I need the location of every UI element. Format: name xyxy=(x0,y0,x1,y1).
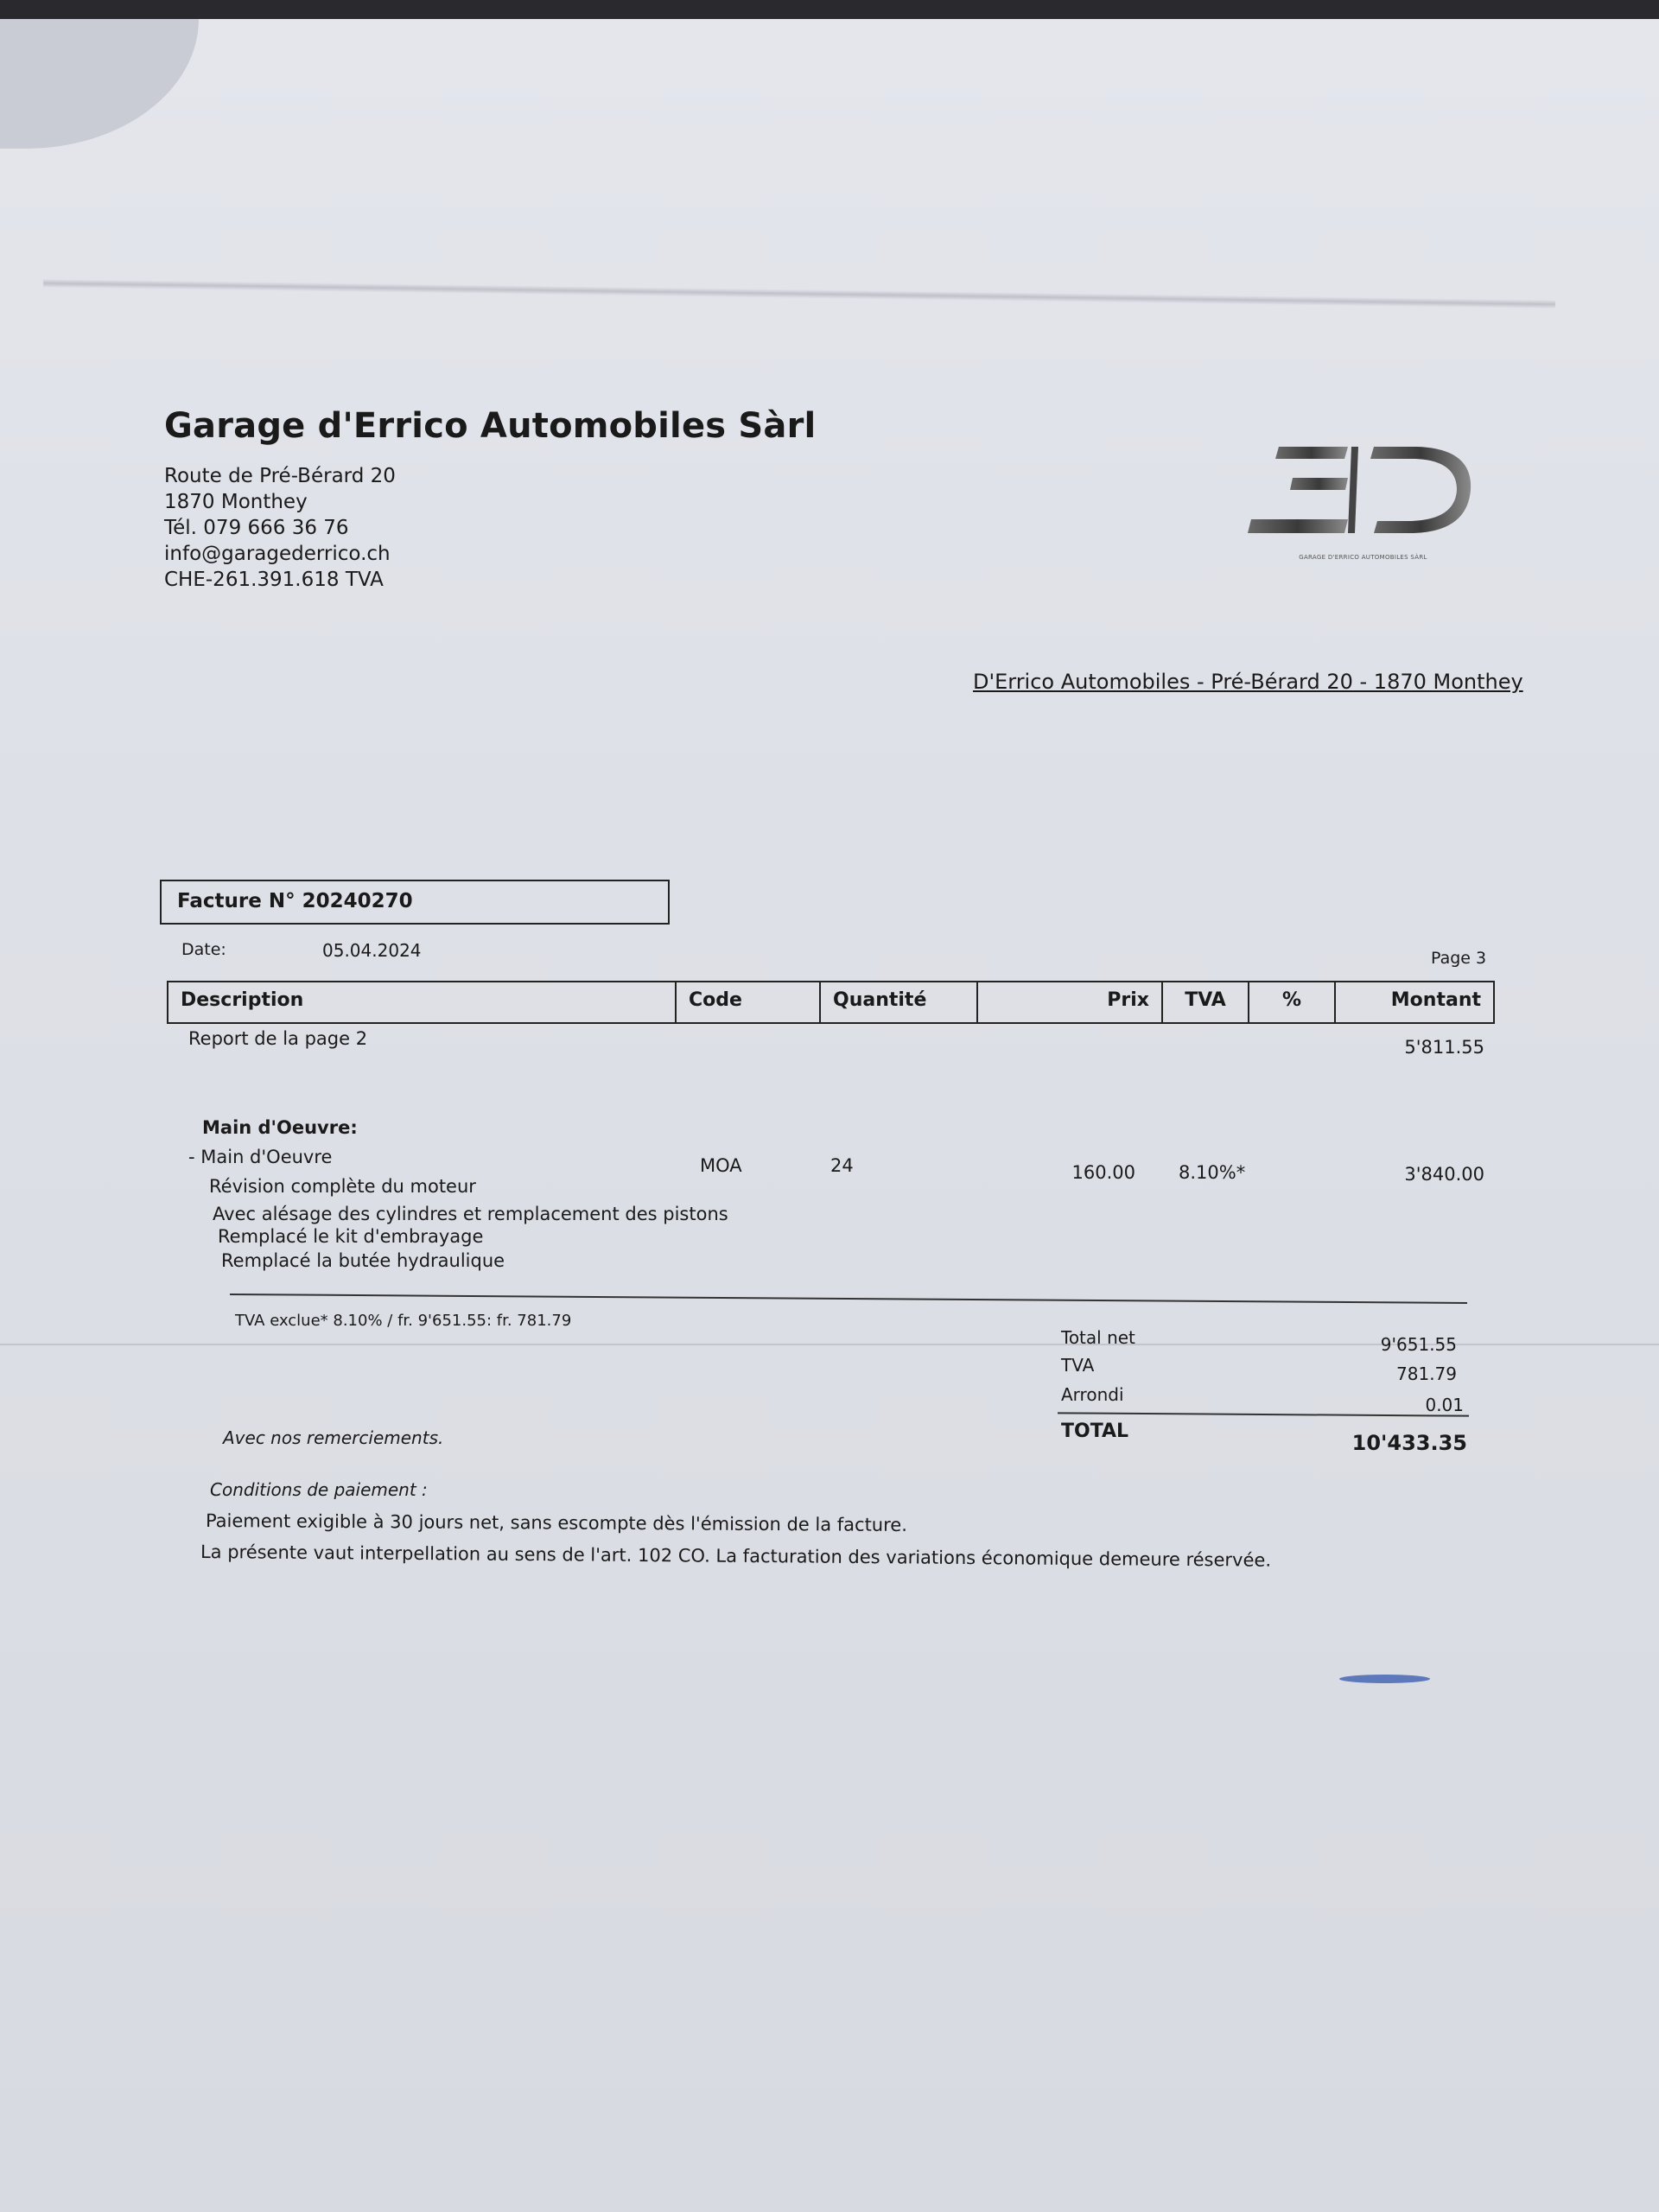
total-label: TOTAL xyxy=(1061,1421,1129,1442)
total-value: 10'433.35 xyxy=(1351,1431,1467,1455)
item-detail: Avec alésage des cylindres et remplacement des pistons xyxy=(213,1204,728,1224)
invoice-paper xyxy=(0,19,1659,2212)
col-amount: Montant xyxy=(1390,989,1481,1011)
pen-mark xyxy=(1339,1675,1430,1683)
page-number: Page 3 xyxy=(1431,949,1487,968)
col-quantity: Quantité xyxy=(821,982,978,1022)
company-phone: Tél. 079 666 36 76 xyxy=(164,517,349,539)
carry-amount: 5'811.55 xyxy=(1404,1037,1484,1058)
item-price: 160.00 xyxy=(1071,1162,1135,1183)
item-quantity: 24 xyxy=(830,1155,854,1176)
col-price: Prix xyxy=(978,982,1163,1022)
company-email: info@garagederrico.ch xyxy=(164,543,391,565)
item-amount: 3'840.00 xyxy=(1404,1164,1484,1185)
tva-label: TVA xyxy=(1061,1355,1095,1376)
date-label: Date: xyxy=(181,940,226,959)
rounding-value: 0.01 xyxy=(1425,1395,1464,1415)
company-vat-number: CHE-261.391.618 TVA xyxy=(164,569,384,591)
col-description: Description xyxy=(168,982,677,1022)
col-percent: % xyxy=(1249,982,1336,1022)
carry-label: Report de la page 2 xyxy=(188,1028,368,1049)
company-logo xyxy=(1244,436,1478,566)
item-detail: Remplacé le kit d'embrayage xyxy=(218,1226,484,1247)
total-net-label: Total net xyxy=(1061,1327,1135,1348)
invoice-number: Facture N° 20240270 xyxy=(160,880,670,925)
item-detail: Remplacé la butée hydraulique xyxy=(221,1250,505,1271)
company-street: Route de Pré-Bérard 20 xyxy=(164,465,396,487)
invoice-date: 05.04.2024 xyxy=(322,940,422,961)
col-tva: TVA xyxy=(1163,982,1249,1022)
item-detail: Révision complète du moteur xyxy=(209,1176,476,1197)
tva-note: TVA exclue* 8.10% / fr. 9'651.55: fr. 781.79 xyxy=(235,1312,572,1330)
company-name: Garage d'Errico Automobiles Sàrl xyxy=(164,406,817,446)
company-city: 1870 Monthey xyxy=(164,491,308,513)
logo-tagline: GARAGE D'ERRICO AUTOMOBILES SÀRL xyxy=(1299,554,1427,561)
thanks-text: Avec nos remerciements. xyxy=(223,1427,444,1448)
conditions-title: Conditions de paiement : xyxy=(210,1479,428,1500)
tva-value: 781.79 xyxy=(1396,1363,1457,1384)
item-code: MOA xyxy=(700,1155,742,1176)
rounding-label: Arrondi xyxy=(1061,1384,1124,1405)
total-net-value: 9'651.55 xyxy=(1380,1334,1457,1355)
item-tva: 8.10%* xyxy=(1179,1162,1246,1183)
conditions-line-2: La présente vaut interpellation au sens de l'art. 102 CO. La facturation des variations économique demeure réservée. xyxy=(200,1541,1272,1571)
table-header xyxy=(167,981,1495,1024)
col-code: Code xyxy=(677,982,821,1022)
item-description: - Main d'Oeuvre xyxy=(188,1147,333,1167)
conditions-line-1: Paiement exigible à 30 jours net, sans escompte dès l'émission de la facture. xyxy=(205,1510,907,1535)
section-title: Main d'Oeuvre: xyxy=(202,1117,358,1138)
recipient-address-line: D'Errico Automobiles - Pré-Bérard 20 - 1870 Monthey xyxy=(973,670,1523,694)
